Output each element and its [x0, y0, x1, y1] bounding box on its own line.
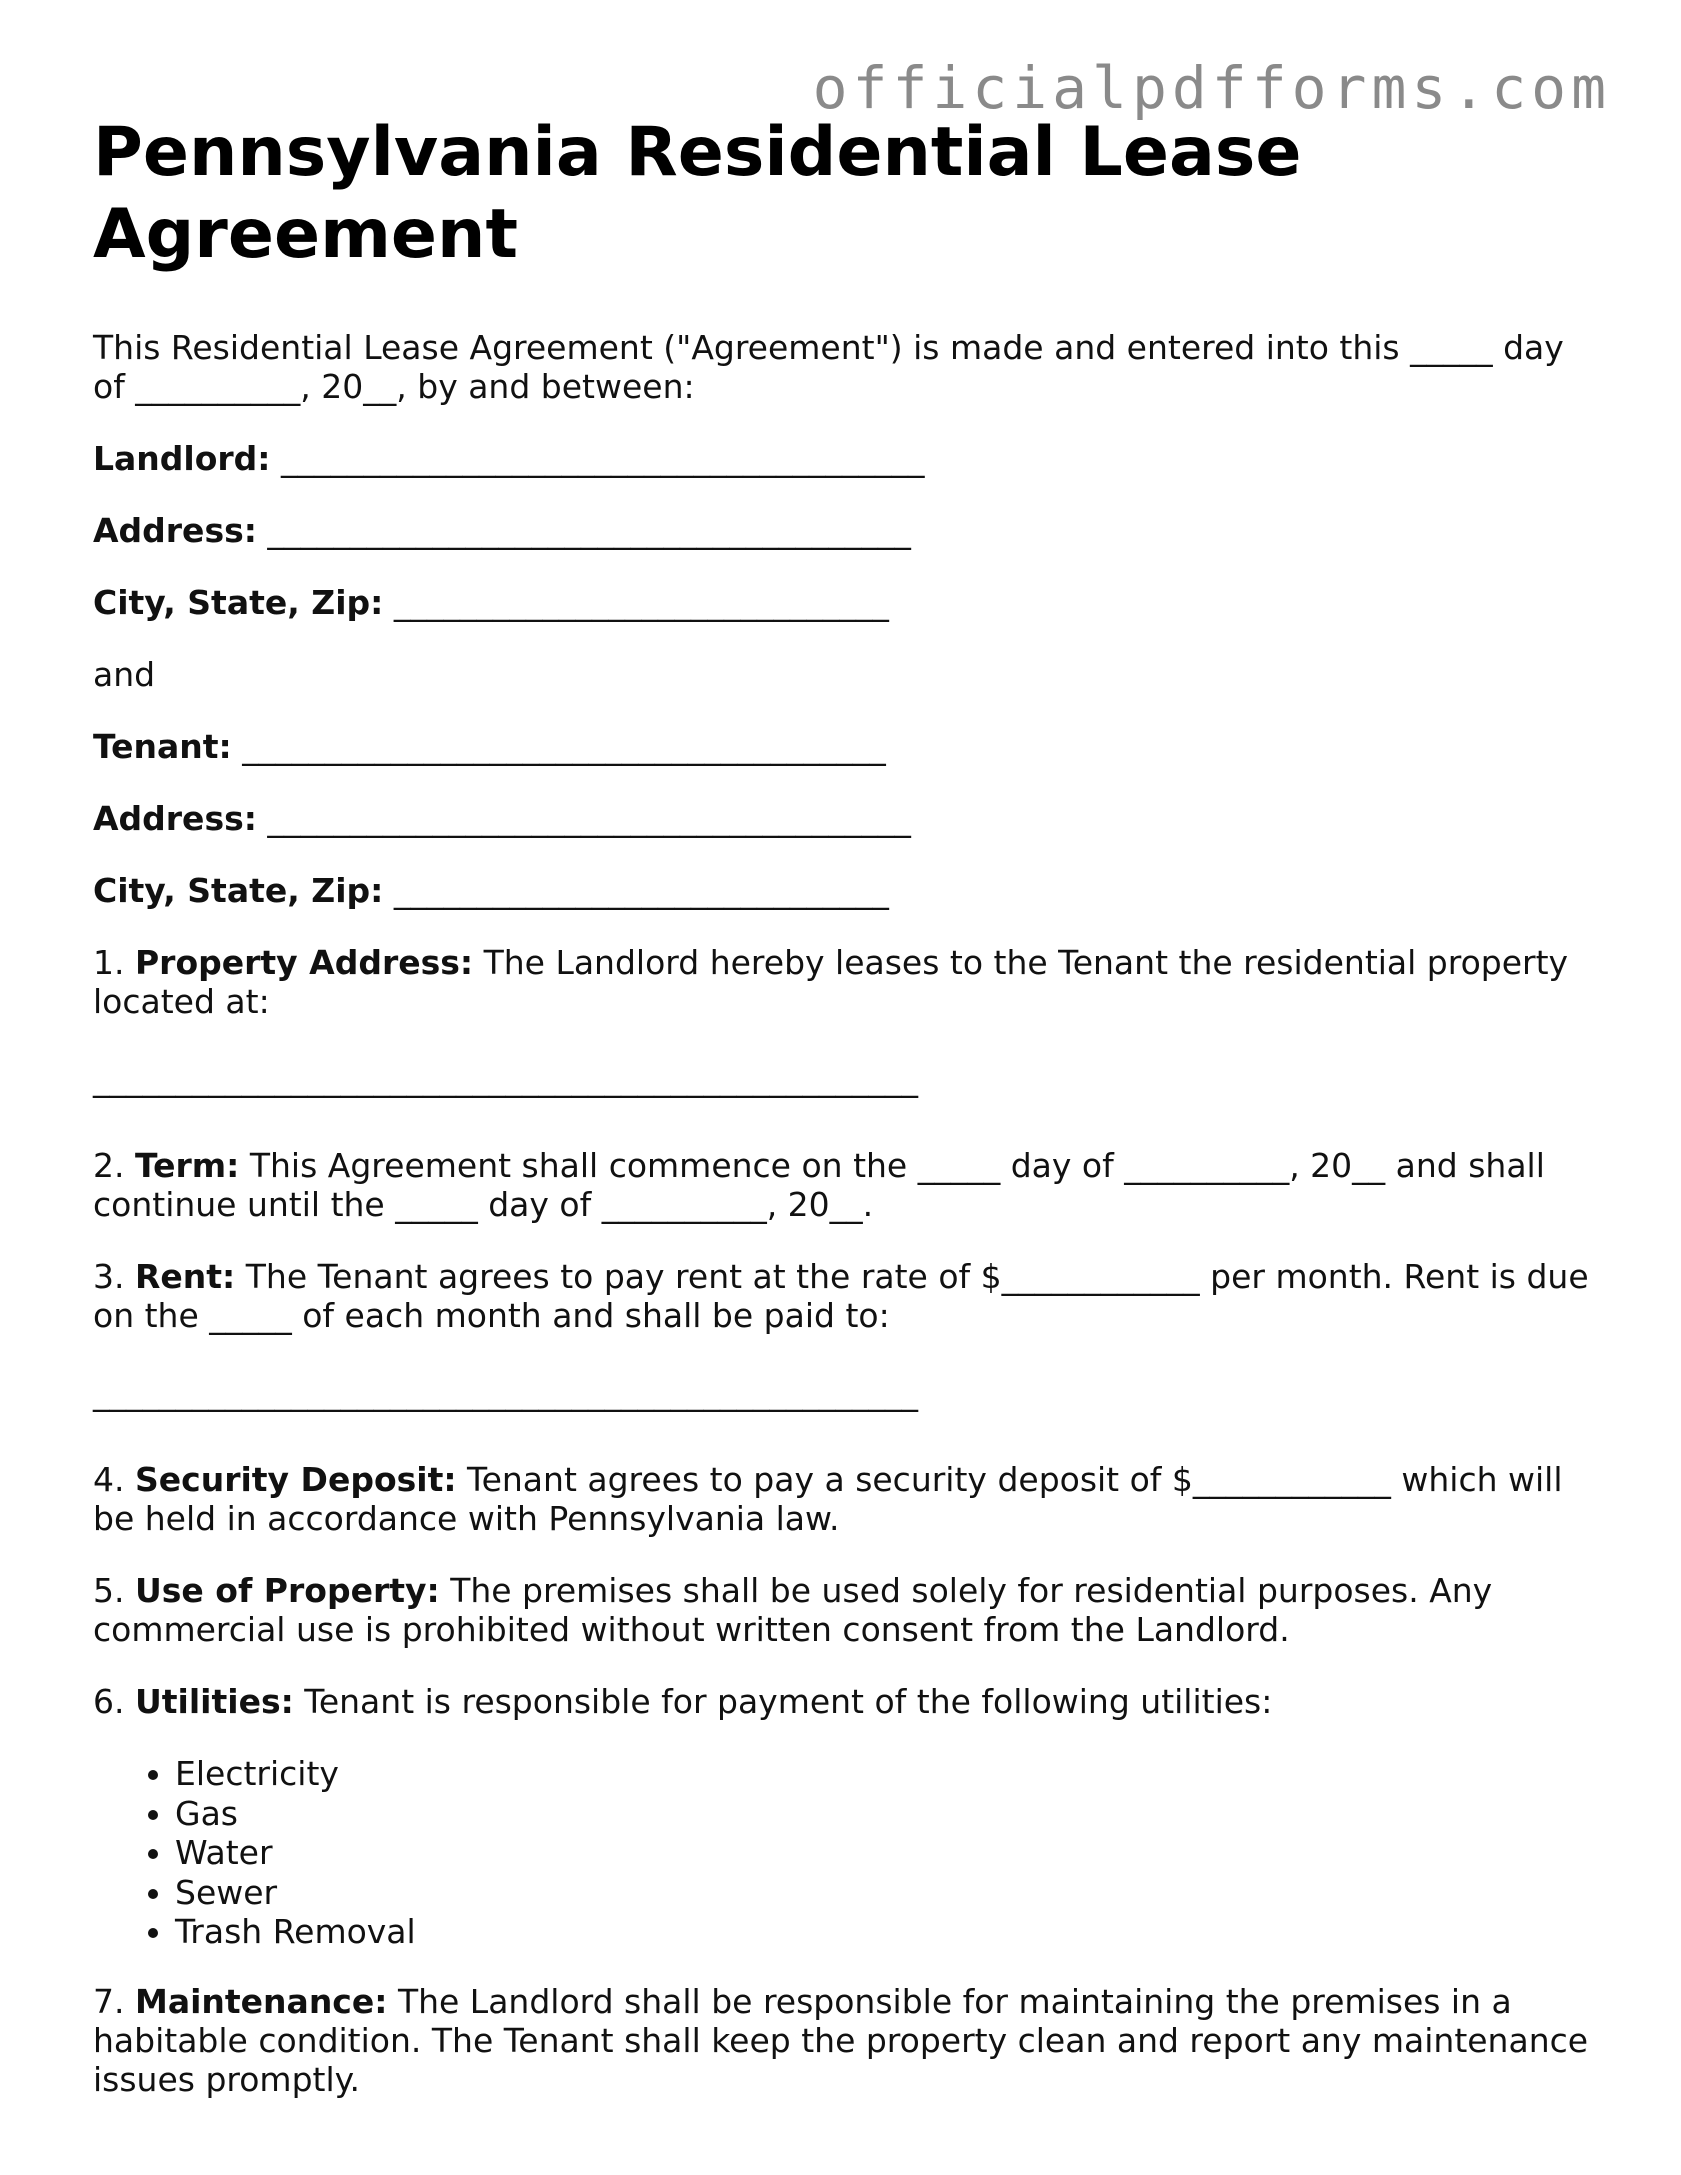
section-text: Tenant agrees to pay a security deposit of $____________ which will be held in accordance with Pennsylvania law.: [93, 1460, 1563, 1538]
section-heading: Utilities:: [134, 1682, 294, 1721]
section-number: 5.: [93, 1571, 135, 1610]
section-text: The Landlord hereby leases to the Tenant the residential property located at:: [93, 943, 1569, 1021]
section-number: 7.: [93, 1981, 135, 2021]
document-page: [93, 112, 1593, 2132]
section-text: This Agreement shall commence on the _____ day of __________, 20__ and shall continue until the _____ day of __________, 20__.: [93, 1146, 1545, 1224]
landlord-city-state-zip-field[interactable]: [93, 583, 1593, 622]
landlord-address-blank[interactable]: _______________________________________: [256, 511, 911, 550]
landlord-name-blank[interactable]: _______________________________________: [270, 439, 925, 478]
intro-paragraph: This Residential Lease Agreement ("Agreement") is made and entered into this _____ day of __________, 20__, by and between:: [93, 328, 1564, 406]
tenant-city-state-zip-field[interactable]: [93, 871, 1593, 910]
section-text: The premises shall be used solely for residential purposes. Any commercial use is prohibited without written consent from the Landlord.: [93, 1571, 1493, 1649]
section-number: 6.: [93, 1682, 135, 1721]
tenant-address-label: Address:: [93, 799, 257, 838]
and-text: and: [93, 655, 156, 694]
section-rent: [93, 1257, 1593, 1335]
landlord-name-field[interactable]: [93, 439, 1593, 478]
list-item: • Electricity: [175, 1754, 1593, 1794]
watermark: officialpdfforms.com: [812, 54, 1611, 122]
section-property-address: [93, 943, 1593, 1021]
tenant-name-field[interactable]: [93, 727, 1593, 766]
section-text: Tenant is responsible for payment of the following utilities:: [293, 1682, 1273, 1721]
tenant-csz-label: City, State, Zip:: [93, 871, 384, 910]
section-heading: Property Address:: [134, 943, 474, 982]
section-maintenance: [93, 1982, 1593, 2099]
section-heading: Rent:: [134, 1257, 236, 1296]
section-number: 1.: [93, 943, 135, 982]
section-security-deposit: [93, 1460, 1593, 1538]
landlord-name-label: Landlord:: [93, 439, 271, 478]
section-term: [93, 1146, 1593, 1224]
landlord-address-label: Address:: [93, 511, 257, 550]
landlord-csz-label: City, State, Zip:: [93, 583, 384, 622]
section-utilities: [93, 1682, 1593, 1721]
list-item: • Trash Removal: [175, 1912, 1593, 1952]
section-number: 4.: [93, 1460, 135, 1499]
section-heading: Security Deposit:: [134, 1460, 457, 1499]
property-address-blank[interactable]: __________________________________________________: [93, 1059, 918, 1098]
tenant-csz-blank[interactable]: ______________________________: [383, 871, 889, 910]
tenant-address-field[interactable]: [93, 799, 1593, 838]
section-heading: Maintenance:: [134, 1981, 388, 2021]
section-use-of-property: [93, 1571, 1593, 1649]
utilities-list: [93, 1754, 1593, 1952]
section-text: The Tenant agrees to pay rent at the rate of $____________ per month. Rent is due on the _____ of each month and shall be paid to:: [93, 1257, 1589, 1335]
list-item: • Sewer: [175, 1873, 1593, 1913]
document-title: Pennsylvania Residential Lease Agreement: [93, 113, 1302, 274]
section-heading: Term:: [134, 1146, 240, 1185]
tenant-name-label: Tenant:: [93, 727, 232, 766]
section-heading: Use of Property:: [134, 1571, 440, 1610]
rent-payee-blank[interactable]: __________________________________________________: [93, 1373, 918, 1412]
section-number: 3.: [93, 1257, 135, 1296]
section-number: 2.: [93, 1146, 135, 1185]
list-item: • Water: [175, 1833, 1593, 1873]
tenant-name-blank[interactable]: _______________________________________: [231, 727, 886, 766]
list-item: • Gas: [175, 1794, 1593, 1834]
landlord-address-field[interactable]: [93, 511, 1593, 550]
landlord-csz-blank[interactable]: ______________________________: [383, 583, 889, 622]
section-text: The Landlord shall be responsible for maintaining the premises in a habitable condition. The Tenant shall keep the property clean and report any maintenance issues promptly.: [93, 1981, 1589, 2099]
tenant-address-blank[interactable]: _______________________________________: [256, 799, 911, 838]
